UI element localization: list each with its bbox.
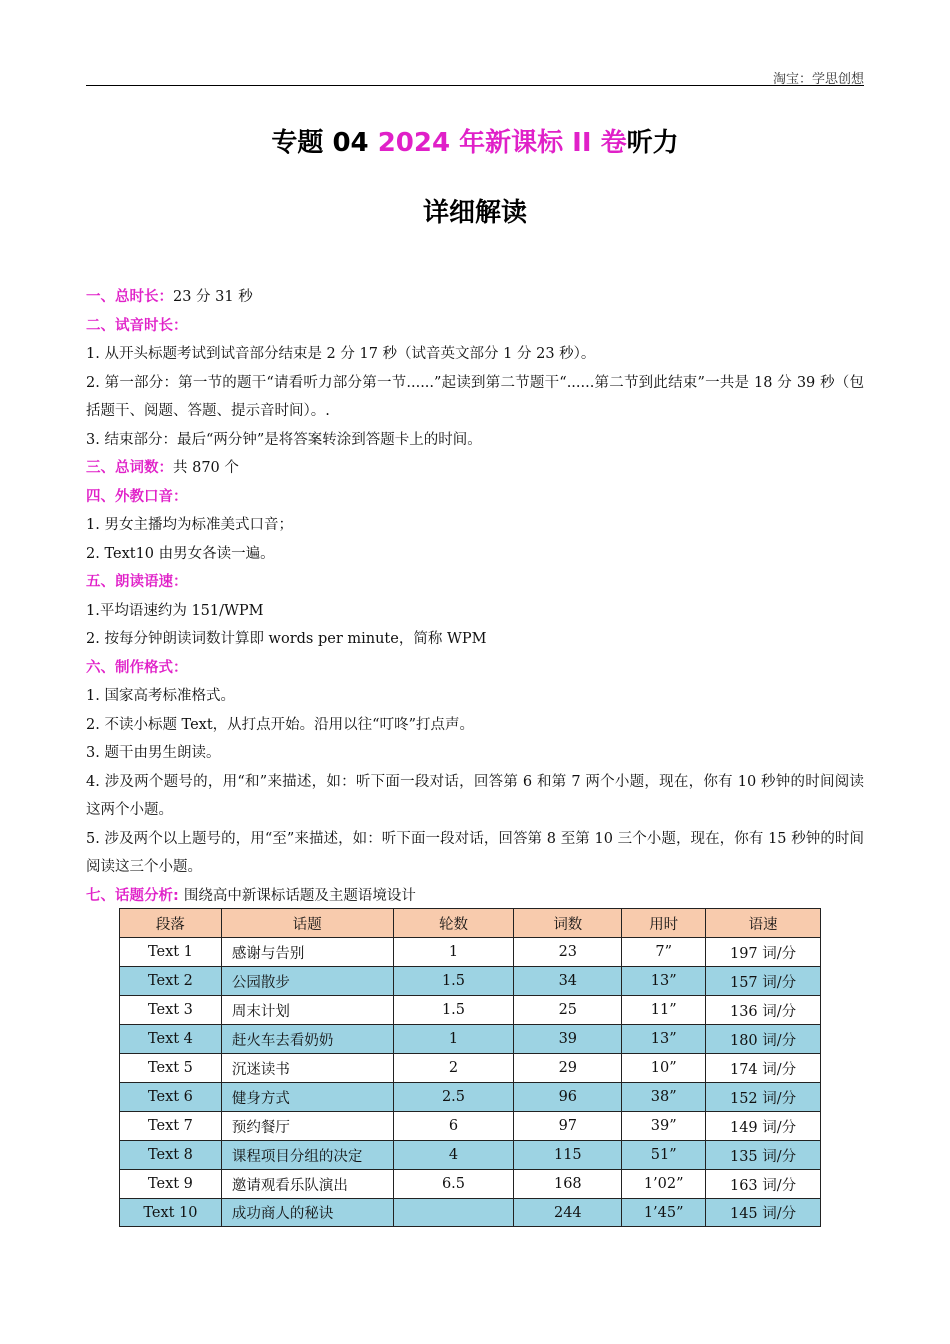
table-cell: 197 词/分: [706, 938, 821, 967]
table-cell: 38”: [622, 1083, 706, 1112]
table-cell: 145 词/分: [706, 1199, 821, 1227]
table-cell: 6.5: [393, 1170, 514, 1199]
table-cell: Text 8: [120, 1141, 222, 1170]
table-cell: Text 9: [120, 1170, 222, 1199]
table-cell: Text 5: [120, 1054, 222, 1083]
table-cell: 115: [514, 1141, 622, 1170]
list-item: 2. 不读小标题 Text，从打点开始。沿用以往“叮咚”打点声。: [86, 716, 475, 733]
column-header: 话题: [221, 909, 393, 938]
section-label: 七、话题分析:: [86, 887, 184, 904]
table-cell: Text 7: [120, 1112, 222, 1141]
table-cell: 1: [393, 938, 514, 967]
table-cell: Text 4: [120, 1025, 222, 1054]
table-cell: 7”: [622, 938, 706, 967]
table-cell: 赶火车去看奶奶: [221, 1025, 393, 1054]
table-cell: 163 词/分: [706, 1170, 821, 1199]
table-cell: 25: [514, 996, 622, 1025]
table-row: [120, 1054, 821, 1083]
section-label: 六、制作格式：: [86, 659, 188, 676]
list-item: 5. 涉及两个以上题号的，用“至”来描述，如：听下面一段对话，回答第 8 至第 10 三个小题，现在，你有 15 秒钟的时间阅读这三个小题。: [86, 830, 864, 875]
table-cell: 健身方式: [221, 1083, 393, 1112]
table-cell: 2: [393, 1054, 514, 1083]
table-cell: 1.5: [393, 967, 514, 996]
table-cell: Text 2: [120, 967, 222, 996]
table-row: [120, 1199, 821, 1227]
table-cell: 1’02”: [622, 1170, 706, 1199]
table-cell: 6: [393, 1112, 514, 1141]
section-trial-duration: [86, 312, 864, 341]
table-cell: 23: [514, 938, 622, 967]
list-item: 4. 涉及两个题号的，用“和”来描述，如：听下面一段对话，回答第 6 和第 7 两个小题，现在，你有 10 秒钟的时间阅读这两个小题。: [86, 773, 864, 818]
table-cell: 168: [514, 1170, 622, 1199]
section-accent: [86, 483, 864, 512]
table-cell: 136 词/分: [706, 996, 821, 1025]
table-cell: 97: [514, 1112, 622, 1141]
column-header: 轮数: [393, 909, 514, 938]
table-cell: 沉迷读书: [221, 1054, 393, 1083]
topics-table: [119, 908, 821, 1227]
table-cell: 51”: [622, 1141, 706, 1170]
table-cell: 135 词/分: [706, 1141, 821, 1170]
table-cell: 邀请观看乐队演出: [221, 1170, 393, 1199]
table-row: [120, 996, 821, 1025]
list-item: 2. Text10 由男女各读一遍。: [86, 545, 275, 562]
table-cell: 96: [514, 1083, 622, 1112]
page-subtitle: 详细解读: [422, 198, 527, 228]
list-item: 1. 从开头标题考试到试音部分结束是 2 分 17 秒（试音英文部分 1 分 23 秒）。: [86, 346, 596, 362]
title-suffix: 听力: [626, 128, 679, 158]
section-label: 一、总时长：: [86, 289, 173, 305]
table-cell: 39: [514, 1025, 622, 1054]
table-cell: Text 3: [120, 996, 222, 1025]
section-value: 围绕高中新课标话题及主题语境设计: [183, 887, 416, 904]
section-label: 五、朗读语速：: [86, 574, 188, 590]
section-label: 三、总词数：: [86, 460, 173, 476]
table-cell: 244: [514, 1199, 622, 1227]
table-row: [120, 1025, 821, 1054]
table-cell: [393, 1199, 514, 1227]
table-cell: 课程项目分组的决定: [221, 1141, 393, 1170]
table-cell: 180 词/分: [706, 1025, 821, 1054]
list-item: 1.平均语速约为 151/WPM: [86, 602, 264, 619]
table-cell: 周末计划: [221, 996, 393, 1025]
section-label: 二、试音时长：: [86, 317, 188, 334]
section-format: [86, 654, 864, 683]
section-label: 四、外教口音：: [86, 488, 188, 505]
table-cell: 29: [514, 1054, 622, 1083]
table-cell: 1.5: [393, 996, 514, 1025]
page-title: [0, 122, 950, 159]
list-item: 1. 男女主播均为标准美式口音；: [86, 517, 293, 533]
table-header-row: [120, 909, 821, 938]
table-cell: 152 词/分: [706, 1083, 821, 1112]
table-row: [120, 1112, 821, 1141]
list-item: 3. 结束部分：最后“两分钟”是将答案转涂到答题卡上的时间。: [86, 431, 482, 448]
table-cell: Text 6: [120, 1083, 222, 1112]
table-cell: 13”: [622, 967, 706, 996]
title-highlight: 2024 年新课标 II 卷: [377, 128, 627, 158]
section-topic-analysis: [86, 882, 864, 911]
table-cell: Text 10: [120, 1199, 222, 1227]
section-word-count: [86, 454, 864, 483]
section-value: 23 分 31 秒: [173, 289, 253, 305]
section-value: 共 870 个: [173, 460, 239, 476]
table-row: [120, 938, 821, 967]
title-prefix: 专题 04: [271, 128, 378, 158]
list-item: 2. 第一部分：第一节的题干“请看听力部分第一节......”起读到第二节题干“......第二节到此结束”一共是 18 分 39 秒（包括题干、阅题、答题、提示音时间）。.: [86, 374, 864, 419]
list-item: 1. 国家高考标准格式。: [86, 688, 235, 704]
table-cell: 4: [393, 1141, 514, 1170]
section-speech-rate: [86, 568, 864, 597]
header-source: 淘宝：学思创想: [772, 72, 864, 87]
table-cell: 成功商人的秘诀: [221, 1199, 393, 1227]
table-cell: 157 词/分: [706, 967, 821, 996]
table-cell: 149 词/分: [706, 1112, 821, 1141]
table-cell: 公园散步: [221, 967, 393, 996]
list-item: 2. 按每分钟朗读词数计算即 words per minute，简称 WPM: [86, 631, 487, 647]
table-cell: 10”: [622, 1054, 706, 1083]
header-rule: [86, 85, 864, 86]
table-row: [120, 1083, 821, 1112]
table-cell: 1’45”: [622, 1199, 706, 1227]
table-row: [120, 967, 821, 996]
table-cell: 34: [514, 967, 622, 996]
column-header: 用时: [622, 909, 706, 938]
table-cell: 感谢与告别: [221, 938, 393, 967]
table-cell: 13”: [622, 1025, 706, 1054]
table-cell: 1: [393, 1025, 514, 1054]
document-body: [86, 283, 864, 910]
table-row: [120, 1170, 821, 1199]
table-cell: 预约餐厅: [221, 1112, 393, 1141]
column-header: 语速: [706, 909, 821, 938]
table-cell: 39”: [622, 1112, 706, 1141]
table-cell: 174 词/分: [706, 1054, 821, 1083]
table-cell: Text 1: [120, 938, 222, 967]
table-cell: 11”: [622, 996, 706, 1025]
table-cell: 2.5: [393, 1083, 514, 1112]
table-row: [120, 1141, 821, 1170]
list-item: 3. 题干由男生朗读。: [86, 745, 221, 761]
column-header: 词数: [514, 909, 622, 938]
column-header: 段落: [120, 909, 222, 938]
section-total-duration: [86, 283, 864, 312]
